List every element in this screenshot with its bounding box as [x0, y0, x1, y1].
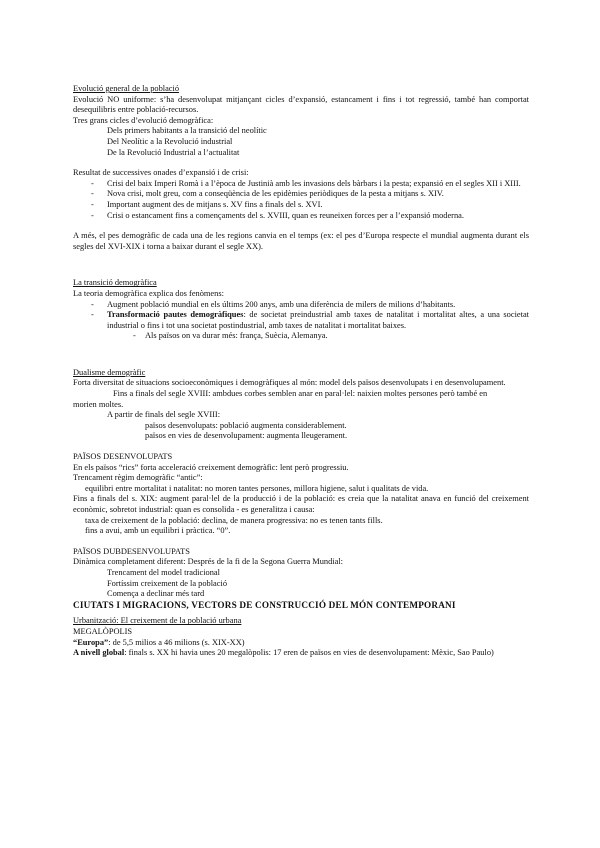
text-line: fins a avui, amb un equilibri i pràctica. “0”. — [85, 526, 231, 536]
bold-term: Transformació pautes demogràfiques — [107, 310, 244, 320]
document-body — [73, 84, 529, 659]
megalopolis-label: MEGALÒPOLIS — [73, 626, 133, 636]
europa-line — [73, 638, 529, 649]
bold-term: A nivell global — [73, 648, 125, 658]
text-line: En els països “rics” forta acceleració creixement demogràfic: lent però progressiu. — [73, 462, 349, 472]
section-title-dualisme: Dualisme demogràfic — [73, 367, 146, 377]
paragraph-segle-xviii-cont: morien moltes. — [73, 399, 124, 409]
sub-list-item: - Als països on va durar més: frança, Suècia, Alemanya. — [73, 331, 529, 342]
cycle-item: Del Neolític a la Revolució industrial — [107, 136, 233, 146]
paragraph-segle-xviii: Fins a finals del segle XVIII: ambdues corbes semblen anar en paral·lel: naixien moltes persones però també en — [113, 389, 488, 399]
text-line: taxa de creixement de la població: declina, de manera progressiva: no es tenen tants fills. — [85, 515, 383, 525]
list-item: - Crisi del baix Imperi Romà i a l’època de Justinià amb les invasions dels bàrbars i la pesta; expansió en el segles XII i XIII. — [73, 179, 529, 190]
paragraph-evolucio: Evolució NO uniforme: s’ha desenvolupat mitjançant cicles d’expansió, estancament i fins i tot regressió, també han comportat desequilibris entre població-recursos. — [73, 94, 529, 115]
text-span: : finals s. XX hi havia unes 20 megalòpolis: 17 eren de països en vies de desenvolupament: Mèxic, Sao Paulo) — [124, 648, 494, 658]
list-item: - Nova crisi, molt greu, com a conseqüència de les epidèmies periòdiques de la pesta a mitjans s. XIV. — [73, 189, 529, 200]
text-line: Trencament règim demogràfic “antic”: — [73, 473, 203, 483]
section-title-subdesenvolupats: PAÏSOS DUBDESENVOLUPATS — [73, 546, 190, 556]
list-item: Fortíssim creixement de la població — [107, 578, 228, 588]
list-item-text: : de societat preindustrial amb taxes de natalitat i mortalitat altes, a una societat industrial o fins i tot una societat postindustrial, amb taxes de natalitat i mortalitat baixes. — [107, 310, 529, 330]
list-item — [73, 310, 529, 331]
global-line — [73, 648, 529, 659]
after-intro: A partir de finals del segle XVIII: — [107, 410, 221, 420]
text-line: Dinàmica completament diferent: Després de la fi de la Segona Guerra Mundial: — [73, 557, 343, 567]
list-item: - Augment població mundial en els últims 200 anys, amb una diferència de milers de milions d’habitants. — [73, 300, 529, 311]
paragraph-pes-demografic: A més, el pes demogràfic de cada una de les regions canvia en el temps (ex: el pes d’Europa respecte el mundial augmenta durant els segles del XVI-XIX i torna a baixar durant el segle XX). — [73, 231, 529, 251]
transicio-intro: La teoria demogràfica explica dos fenòmens: — [73, 288, 224, 298]
list-item: Trencament del model tradicional — [107, 567, 220, 577]
section-title-urbanitzacio: Urbanització: El creixement de la població urbana — [73, 616, 242, 626]
section-title-evolucio: Evolució general de la població — [73, 84, 180, 93]
text-line: equilibri entre mortalitat i natalitat: no moren tantes persones, millora higiene, salut i qualitats de vida. — [85, 483, 429, 493]
paragraph-segle-xix: Fins a finals del s. XIX: augment paral·lel de la producció i de la població: es creia que la natalitat anava en funció del creixement econòmic, sobretot industrial: quan es consolida - es generalitza i causa: — [73, 494, 529, 514]
section-title-transicio: La transició demogràfica — [73, 278, 157, 288]
chapter-heading-ciutats: CIUTATS I MIGRACIONS, VECTORS DE CONSTRUCCIÓ DEL MÓN CONTEMPORANI — [73, 599, 456, 610]
list-item: Comença a declinar més tard — [107, 589, 205, 599]
transicio-list — [73, 300, 529, 332]
cycles-intro: Tres grans cicles d’evolució demogràfica: — [73, 115, 214, 125]
after-item: països desenvolupats: població augmenta considerablement. — [145, 420, 347, 430]
cycle-item: Dels primers habitants a la transició del neolític — [107, 126, 267, 136]
after-item: països en vies de desenvolupament: augmenta lleugerament. — [145, 431, 348, 441]
section-title-desenvolupats: PAÏSOS DESENVOLUPATS — [73, 452, 173, 462]
waves-list — [73, 179, 529, 221]
paragraph-dualisme: Forta diversitat de situacions socioeconòmiques i demogràfiques al món: model dels països desenvolupats i en desenvolupament. — [73, 378, 506, 388]
waves-intro: Resultat de successives onades d’expansió i de crisi: — [73, 168, 249, 178]
bold-term: “Europa” — [73, 637, 109, 647]
list-item: - Crisi o estancament fins a començaments del s. XVIII, quan es reuneixen forces per a l’expansió moderna. — [73, 211, 529, 222]
list-item: - Important augment des de mitjans s. XV fins a finals del s. XVI. — [73, 200, 529, 211]
cycle-item: De la Revolució Industrial a l’actualitat — [107, 147, 240, 157]
text-span: : de 5,5 milios a 46 milions (s. XIX-XX) — [108, 637, 245, 647]
